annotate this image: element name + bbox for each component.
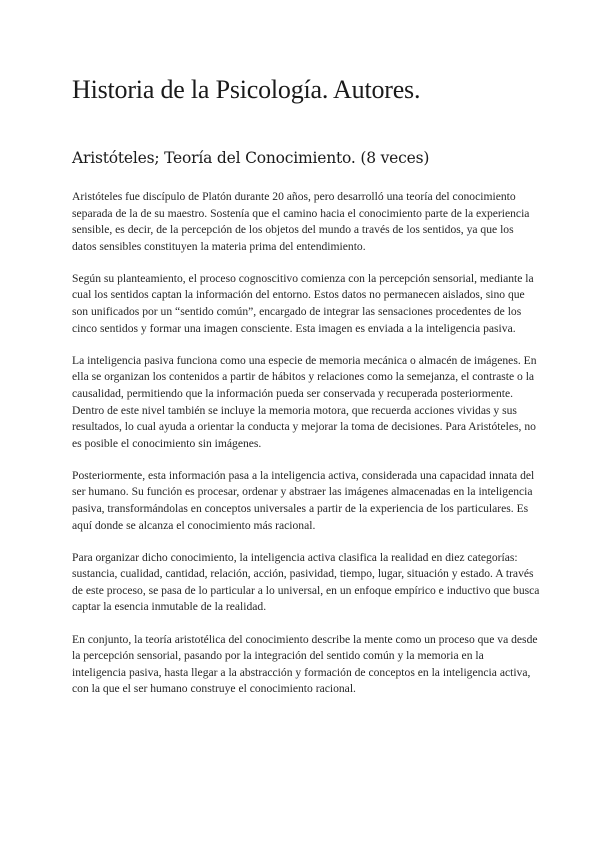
paragraph-2: Según su planteamiento, el proceso cognoscitivo comienza con la percepción sensorial, mediante la cual los sentidos captan la información del entorno. Estos datos no permanecen aislados, sino que son unificados por un “sentido común”, encargado de integrar las sensaciones procedentes de los cinco sentidos y formar una imagen consciente. Esta imagen es enviada a la inteligencia pasiva. <box>72 271 534 335</box>
paragraph-6: En conjunto, la teoría aristotélica del conocimiento describe la mente como un proceso que va desde la percepción sensorial, pasando por la integración del sentido común y la memoria en la inteligencia pasiva, hasta llegar a la abstracción y formación de conceptos en la inteligencia activa, con la que el ser humano construye el conocimiento racional. <box>72 632 538 696</box>
document-body <box>72 189 540 698</box>
paragraph-5: Para organizar dicho conocimiento, la inteligencia activa clasifica la realidad en diez categorías: sustancia, cualidad, cantidad, relación, acción, pasividad, tiempo, lugar, situación y estado. A través de este proceso, se pasa de lo particular a lo universal, en un enfoque empírico e inductivo que busca captar la esencia inmutable de la realidad. <box>72 550 540 614</box>
document-title: Historia de la Psicología. Autores. <box>72 75 421 104</box>
paragraph-4: Posteriormente, esta información pasa a la inteligencia activa, considerada una capacidad innata del ser humano. Su función es procesar, ordenar y abstraer las imágenes almacenadas en la inteligencia pasiva, transformándolas en conceptos universales a partir de la experiencia de los particulares. Es aquí donde se alcanza el conocimiento más racional. <box>72 468 535 532</box>
section-heading: Aristóteles; Teoría del Conocimiento. (8 veces) <box>72 149 430 167</box>
paragraph-1: Aristóteles fue discípulo de Platón durante 20 años, pero desarrolló una teoría del conocimiento separada de la de su maestro. Sostenía que el camino hacia el conocimiento parte de la experiencia sensible, es decir, de la percepción de los objetos del mundo a través de los sentidos, ya que los datos sensibles constituyen la materia prima del entendimiento. <box>72 190 530 253</box>
paragraph-3: La inteligencia pasiva funciona como una especie de memoria mecánica o almacén de imágenes. En ella se organizan los contenidos a partir de hábitos y relaciones como la semejanza, el contraste o la causalidad, permitiendo que la información pueda ser conservada y recuperada posteriormente. Dentro de este nivel también se incluye la memoria motora, que recuerda acciones vividas y sus resultados, lo cual ayuda a orientar la conducta y mejorar la toma de decisiones. Para Aristóteles, no es posible el conocimiento sin imágenes. <box>72 353 537 450</box>
